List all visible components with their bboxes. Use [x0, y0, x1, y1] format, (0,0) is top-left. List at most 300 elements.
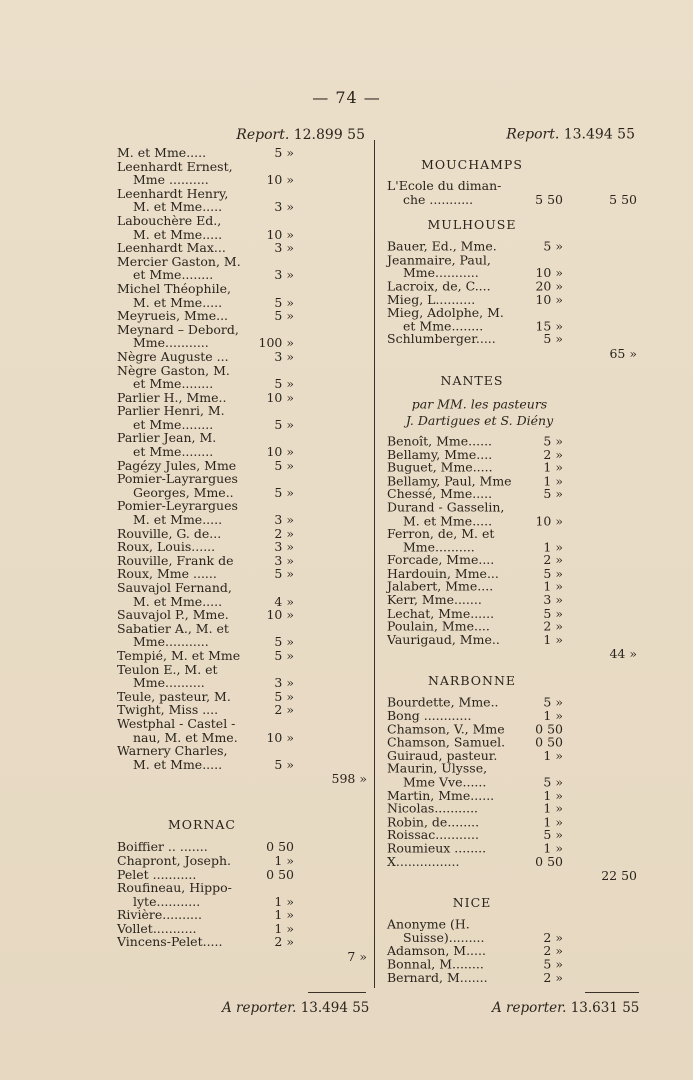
donor-name-line: Parlier H., Mme..	[117, 389, 227, 405]
donor-entry	[387, 749, 639, 762]
donor-name-line: Mme ..........	[133, 172, 209, 188]
a-reporter-label: A reporter.	[222, 1000, 297, 1016]
city-heading: MULHOUSE	[427, 217, 517, 233]
section-total: 5 50	[609, 191, 637, 207]
donation-amount: 5 »	[274, 416, 294, 432]
donor-name-line: Forcade, Mme....	[387, 552, 495, 568]
donor-name	[387, 180, 519, 206]
report-carried-forward	[117, 124, 369, 146]
donation-amount: 2 »	[274, 702, 294, 718]
donation-amount: 5 »	[274, 688, 294, 704]
donor-entry	[387, 474, 639, 487]
donation-amount: 1 »	[543, 579, 563, 594]
donor-name-line: Leenhardt Ernest,	[117, 158, 233, 174]
donation-amount: 5 »	[543, 827, 563, 843]
donor-name-line: Pomier-Layrargues	[117, 471, 238, 487]
donation-amount: 1 »	[543, 748, 563, 763]
donation-amount: 5 »	[274, 376, 294, 392]
donor-name	[387, 607, 519, 620]
city-section	[117, 817, 369, 965]
donor-entry	[387, 958, 639, 971]
donor-name-line: Mme...........	[133, 335, 209, 351]
donation-amount: 5 »	[274, 756, 294, 772]
donor-name	[387, 554, 519, 567]
donation-amount: 5 »	[274, 308, 294, 324]
donor-name	[117, 703, 249, 717]
donation-amount: 1 »	[543, 460, 563, 475]
donor-name-line: Tempié, M. et Mme	[117, 647, 241, 663]
donor-entry	[387, 240, 639, 253]
donation-amount: 5 »	[543, 956, 563, 972]
donor-name	[117, 554, 249, 568]
donation-amount: 2 »	[543, 943, 563, 959]
donor-name	[117, 146, 249, 160]
right-total-rule	[585, 992, 639, 993]
donor-entry	[117, 309, 369, 323]
donor-name	[117, 567, 249, 581]
donor-name	[387, 474, 519, 487]
donor-entry	[117, 649, 369, 663]
donor-entry	[117, 581, 369, 608]
donor-entry	[387, 293, 639, 306]
donor-name	[117, 608, 249, 622]
donation-amount: 1 »	[543, 632, 563, 647]
section-total: 7 »	[347, 949, 367, 965]
donor-name	[117, 431, 249, 458]
donor-name-line: Guiraud, pasteur.	[387, 748, 498, 763]
donor-entry	[387, 789, 639, 802]
donation-amount: 5 »	[543, 774, 563, 790]
donation-amount: 5 »	[543, 605, 563, 621]
donor-name-line: Mieg, L..........	[387, 292, 476, 307]
donation-amount: 5 »	[274, 457, 294, 473]
donor-name-line: Chapront, Joseph.	[117, 852, 231, 868]
section-total: 65 »	[609, 346, 637, 361]
donor-name	[117, 309, 249, 323]
donor-name-line: M. et Mme.....	[133, 512, 223, 528]
donation-amount: 3 »	[274, 199, 294, 215]
donor-name-line: Vollet...........	[117, 920, 197, 936]
city-heading: NARBONNE	[427, 673, 517, 689]
donor-entry	[117, 187, 369, 214]
donor-name	[387, 501, 519, 527]
left-column	[117, 124, 369, 965]
donor-name-line: Hardouin, Mme...	[387, 566, 499, 581]
donor-name-line: Ferron, de, M. et	[387, 526, 495, 541]
donation-amount: 2 »	[274, 525, 294, 541]
donor-entry	[387, 709, 639, 722]
donor-name-line: Michel Théophile,	[117, 280, 231, 296]
donation-amount: 0 50	[535, 721, 563, 737]
donor-name-line: Chamson, Samuel.	[387, 734, 506, 750]
donation-amount: 5 »	[274, 294, 294, 310]
donor-entry	[117, 703, 369, 717]
a-reporter-label: A reporter.	[492, 1000, 567, 1016]
donation-amount: 4 »	[274, 593, 294, 609]
donor-name-line: L'Ecole du diman-	[387, 178, 502, 194]
page-number: — 74 —	[312, 88, 381, 107]
donor-entry	[387, 736, 639, 749]
donor-name-line: Roumieux ........	[387, 840, 487, 856]
donation-amount: 0 50	[535, 854, 563, 869]
donor-entry	[387, 253, 639, 279]
donor-entry	[117, 404, 369, 431]
donor-name-line: Martin, Mme......	[387, 787, 495, 803]
donor-name	[117, 581, 249, 608]
donor-name-line: nau, M. et Mme.	[133, 729, 238, 745]
donor-name-line: Mme Vve......	[403, 774, 487, 790]
donor-name	[117, 323, 249, 350]
city-section	[387, 373, 639, 662]
donor-name-line: Warnery Charles,	[117, 743, 228, 759]
donation-amount: 3 »	[543, 592, 563, 608]
column-divider	[374, 140, 375, 988]
section-total: 44 »	[609, 646, 637, 662]
donor-entry	[387, 527, 639, 553]
donor-entry	[117, 255, 369, 282]
donor-name-line: Lechat, Mme......	[387, 605, 495, 621]
donor-name	[387, 306, 519, 332]
donor-entry	[387, 567, 639, 580]
city-section	[387, 896, 639, 985]
donor-name	[117, 350, 249, 364]
donor-name-line: Nègre Gaston, M.	[117, 362, 230, 378]
donor-name-line: Jalabert, Mme....	[387, 579, 494, 594]
donation-amount: 1 »	[274, 907, 294, 923]
donor-name-line: Nicolas...........	[387, 801, 479, 816]
donor-name-line: che ...........	[403, 191, 474, 207]
donor-name	[117, 854, 249, 868]
donor-name-line: Boiffier .. .......	[117, 839, 208, 855]
donor-entry	[117, 527, 369, 541]
donor-entry	[387, 829, 639, 842]
donor-name-line: M. et Mme.....	[403, 513, 493, 528]
donation-amount: 10 »	[266, 172, 294, 188]
donor-name-line: Teulon E., M. et	[117, 661, 218, 677]
donor-name-line: M. et Mme.....	[133, 593, 223, 609]
donor-entry	[117, 431, 369, 458]
report-carried-forward	[387, 124, 639, 145]
donor-name	[387, 815, 519, 828]
donor-entry	[387, 762, 639, 788]
section-total: 22 50	[601, 868, 637, 883]
donor-name-line: Mme..........	[403, 539, 475, 555]
donor-name-line: Rivière..........	[117, 907, 202, 923]
donor-name-line: Parlier Henri, M.	[117, 403, 225, 419]
donation-amount: 2 »	[543, 930, 563, 945]
donor-entry	[387, 435, 639, 448]
donor-entry	[117, 663, 369, 690]
donor-entry	[117, 622, 369, 649]
donor-name-line: Mme...........	[403, 265, 479, 281]
donor-name-line: Bernard, M.......	[387, 969, 488, 985]
donation-amount: 1 »	[543, 708, 563, 724]
donation-amount: 5 »	[543, 566, 563, 581]
donor-name	[117, 527, 249, 541]
donation-amount: 0 50	[266, 839, 294, 855]
donor-name	[117, 935, 249, 949]
donor-name	[117, 364, 249, 391]
donation-amount: 10 »	[535, 292, 563, 307]
donor-name	[387, 958, 519, 971]
donor-entry	[117, 554, 369, 568]
donation-amount: 15 »	[535, 318, 563, 334]
donation-amount: 5 »	[274, 634, 294, 650]
donor-entry	[387, 855, 639, 868]
donor-entry	[117, 854, 369, 868]
donation-amount: 10 »	[266, 389, 294, 405]
donor-name-line: Mme..........	[133, 675, 205, 691]
donor-name-line: Bonnal, M........	[387, 956, 484, 972]
donor-name	[117, 663, 249, 690]
donor-entry	[117, 350, 369, 364]
donor-entry	[387, 815, 639, 828]
donor-name-line: Pagézy Jules, Mme	[117, 457, 237, 473]
donation-amount: 10 »	[535, 513, 563, 528]
donation-amount: 10 »	[266, 226, 294, 242]
donor-entry	[117, 241, 369, 255]
donor-name	[387, 842, 519, 855]
donor-name-line: Mieg, Adolphe, M.	[387, 305, 504, 320]
donor-name-line: Sauvajol P., Mme.	[117, 607, 229, 623]
donor-name	[387, 855, 519, 868]
left-total-rule	[308, 992, 366, 993]
donor-name	[117, 922, 249, 936]
donor-entry	[387, 696, 639, 709]
donor-entry	[387, 607, 639, 620]
donor-name	[117, 459, 249, 473]
donor-name-line: Chessé, Mme.....	[387, 486, 493, 502]
donor-name-line: Mercier Gaston, M.	[117, 253, 241, 269]
donor-name	[117, 255, 249, 282]
donor-name-line: et Mme........	[133, 444, 214, 460]
donation-amount: 3 »	[274, 539, 294, 555]
donor-name	[117, 187, 249, 214]
donor-entry	[387, 918, 639, 944]
donor-name-line: Anonyme (H.	[387, 916, 470, 932]
donation-amount: 1 »	[543, 801, 563, 816]
donor-entry	[117, 282, 369, 309]
donor-name	[387, 488, 519, 501]
donor-name	[117, 404, 249, 431]
donor-name-line: et Mme........	[133, 267, 214, 283]
donor-entry	[387, 488, 639, 501]
donation-amount: 1 »	[274, 852, 294, 868]
donor-name	[387, 802, 519, 815]
donor-entry	[117, 881, 369, 908]
donor-name	[387, 240, 519, 253]
donor-name-line: Georges, Mme..	[133, 484, 234, 500]
donor-name-line: M. et Mme.....	[133, 756, 223, 772]
donor-entry	[117, 840, 369, 854]
donor-name-line: Roux, Mme ......	[117, 566, 217, 582]
donation-amount: 2 »	[543, 552, 563, 568]
donor-name-line: Suisse).........	[403, 930, 485, 945]
donor-name-line: M. et Mme.....	[133, 199, 223, 215]
donor-entry	[117, 922, 369, 936]
section-subheading: J. Dartigues et S. Diény	[405, 413, 554, 428]
donor-entry	[117, 364, 369, 391]
donor-name	[117, 622, 249, 649]
donation-amount: 5 »	[274, 566, 294, 582]
donor-name-line: Bellamy, Paul, Mme	[387, 473, 512, 489]
donor-name-line: et Mme........	[133, 376, 214, 392]
donor-entry	[117, 472, 369, 499]
donor-name-line: Roufineau, Hippo-	[117, 880, 232, 896]
donor-name-line: et Mme........	[403, 318, 484, 334]
donor-name	[117, 472, 249, 499]
donor-name	[117, 908, 249, 922]
donor-entry	[387, 448, 639, 461]
donor-name-line: Vaurigaud, Mme..	[387, 632, 500, 647]
report-label: Report.	[506, 126, 560, 143]
donor-name-line: Vincens-Pelet.....	[117, 934, 223, 950]
donor-entry	[117, 160, 369, 187]
city-section	[387, 157, 639, 206]
city-heading: MOUCHAMPS	[421, 157, 523, 172]
donor-name-line: lyte...........	[133, 893, 201, 909]
donor-name-line: Meynard – Debord,	[117, 321, 239, 337]
donation-amount: 5 »	[543, 695, 563, 710]
donor-name-line: Jeanmaire, Paul,	[387, 252, 491, 267]
donor-name-line: X................	[387, 854, 460, 869]
donor-name	[117, 868, 249, 882]
donor-name-line: Schlumberger.....	[387, 331, 496, 347]
donation-amount: 10 »	[266, 444, 294, 460]
donor-name	[387, 293, 519, 306]
donor-name-line: Lacroix, de, C....	[387, 278, 491, 294]
donation-amount: 2 »	[543, 619, 563, 634]
city-heading: NICE	[452, 895, 492, 911]
donor-name	[387, 971, 519, 984]
donor-name-line: Benoît, Mme......	[387, 433, 493, 449]
donor-name	[387, 448, 519, 461]
donor-name-line: Leenhardt Henry,	[117, 185, 229, 201]
donor-entry	[387, 461, 639, 474]
donor-entry	[117, 323, 369, 350]
left-a-reporter	[222, 1000, 369, 1016]
report-value: 13.494 55	[563, 126, 635, 143]
donation-amount: 5 »	[274, 647, 294, 663]
donor-entry	[387, 554, 639, 567]
donation-amount: 5 »	[543, 239, 563, 254]
donation-amount: 5 »	[543, 486, 563, 502]
donor-entry	[387, 944, 639, 957]
donor-name	[387, 749, 519, 762]
donor-name	[387, 944, 519, 957]
donation-amount: 1 »	[274, 893, 294, 909]
donation-amount: 1 »	[543, 840, 563, 856]
city-heading: MORNAC	[168, 817, 236, 833]
donation-amount: 5 50	[535, 191, 563, 207]
donor-name-line: Pomier-Leyrargues	[117, 498, 238, 514]
donation-amount: 5 »	[543, 331, 563, 347]
donor-entry	[387, 501, 639, 527]
donation-amount: 0 50	[266, 866, 294, 882]
donor-entry	[117, 567, 369, 581]
donor-name-line: Labouchère Ed.,	[117, 212, 222, 228]
donor-name-line: Nègre Auguste ...	[117, 348, 229, 364]
donor-name	[117, 881, 249, 908]
donor-name-line: Durand - Gasselin,	[387, 499, 505, 515]
donor-name-line: M. et Mme.....	[117, 145, 207, 160]
donor-entry	[117, 540, 369, 554]
donation-amount: 5 »	[274, 484, 294, 500]
donor-name-line: Chamson, V., Mme	[387, 721, 505, 737]
donor-entry	[117, 608, 369, 622]
donor-name	[387, 723, 519, 736]
donor-entry	[117, 214, 369, 241]
donor-name-line: Bong ............	[387, 708, 472, 724]
donation-amount: 1 »	[543, 539, 563, 555]
donation-amount: 3 »	[274, 240, 294, 256]
donation-amount: 3 »	[274, 348, 294, 364]
donor-name-line: Pelet ...........	[117, 866, 197, 882]
donor-entry	[387, 633, 639, 646]
donor-name	[117, 499, 249, 526]
donor-name-line: Sabatier A., M. et	[117, 620, 229, 636]
donation-amount: 1 »	[543, 814, 563, 829]
donation-amount: 10 »	[266, 729, 294, 745]
donation-amount: 1 »	[543, 473, 563, 489]
donor-entry	[387, 306, 639, 332]
donor-name	[387, 633, 519, 646]
donor-name	[387, 527, 519, 553]
donor-name	[387, 580, 519, 593]
donor-name-line: Roissac...........	[387, 827, 479, 843]
donor-entry	[387, 723, 639, 736]
donor-name	[117, 717, 249, 744]
donor-entry	[387, 180, 639, 206]
donor-name	[387, 789, 519, 802]
donor-name	[387, 736, 519, 749]
donor-name	[387, 918, 519, 944]
donation-amount: 0 50	[535, 734, 563, 750]
donor-name-line: et Mme........	[133, 416, 214, 432]
donor-name	[117, 241, 249, 255]
donor-name	[117, 391, 249, 405]
donor-name-line: Robin, de........	[387, 814, 480, 829]
donor-name-line: Maurin, Ulysse,	[387, 761, 488, 777]
donor-entry	[117, 499, 369, 526]
donor-name-line: Sauvajol Fernand,	[117, 580, 232, 595]
donor-name	[117, 649, 249, 663]
donor-name-line: Bellamy, Mme....	[387, 446, 493, 462]
donor-name-line: Meyrueis, Mme...	[117, 308, 229, 324]
donor-entry	[117, 146, 369, 160]
donor-entry	[387, 802, 639, 815]
right-column	[387, 124, 639, 984]
donor-name	[117, 840, 249, 854]
donor-entry	[387, 842, 639, 855]
donor-entry	[117, 908, 369, 922]
city-heading: NANTES	[440, 373, 504, 388]
donor-name	[117, 744, 249, 771]
donor-name	[117, 690, 249, 704]
donor-name	[387, 829, 519, 842]
donor-name-line: Twight, Miss ....	[117, 702, 219, 718]
donor-entry	[117, 935, 369, 949]
donor-entry	[387, 580, 639, 593]
report-label: Report.	[236, 127, 290, 143]
donation-amount: 1 »	[543, 787, 563, 803]
donor-name-line: Westphal - Castel -	[117, 715, 236, 731]
right-a-reporter	[492, 1000, 639, 1016]
donor-name-line: Teule, pasteur, M.	[117, 688, 231, 704]
a-reporter-value: 13.631 55	[570, 1000, 640, 1016]
donor-name-line: Bauer, Ed., Mme.	[387, 239, 497, 254]
donation-amount: 10 »	[535, 265, 563, 281]
